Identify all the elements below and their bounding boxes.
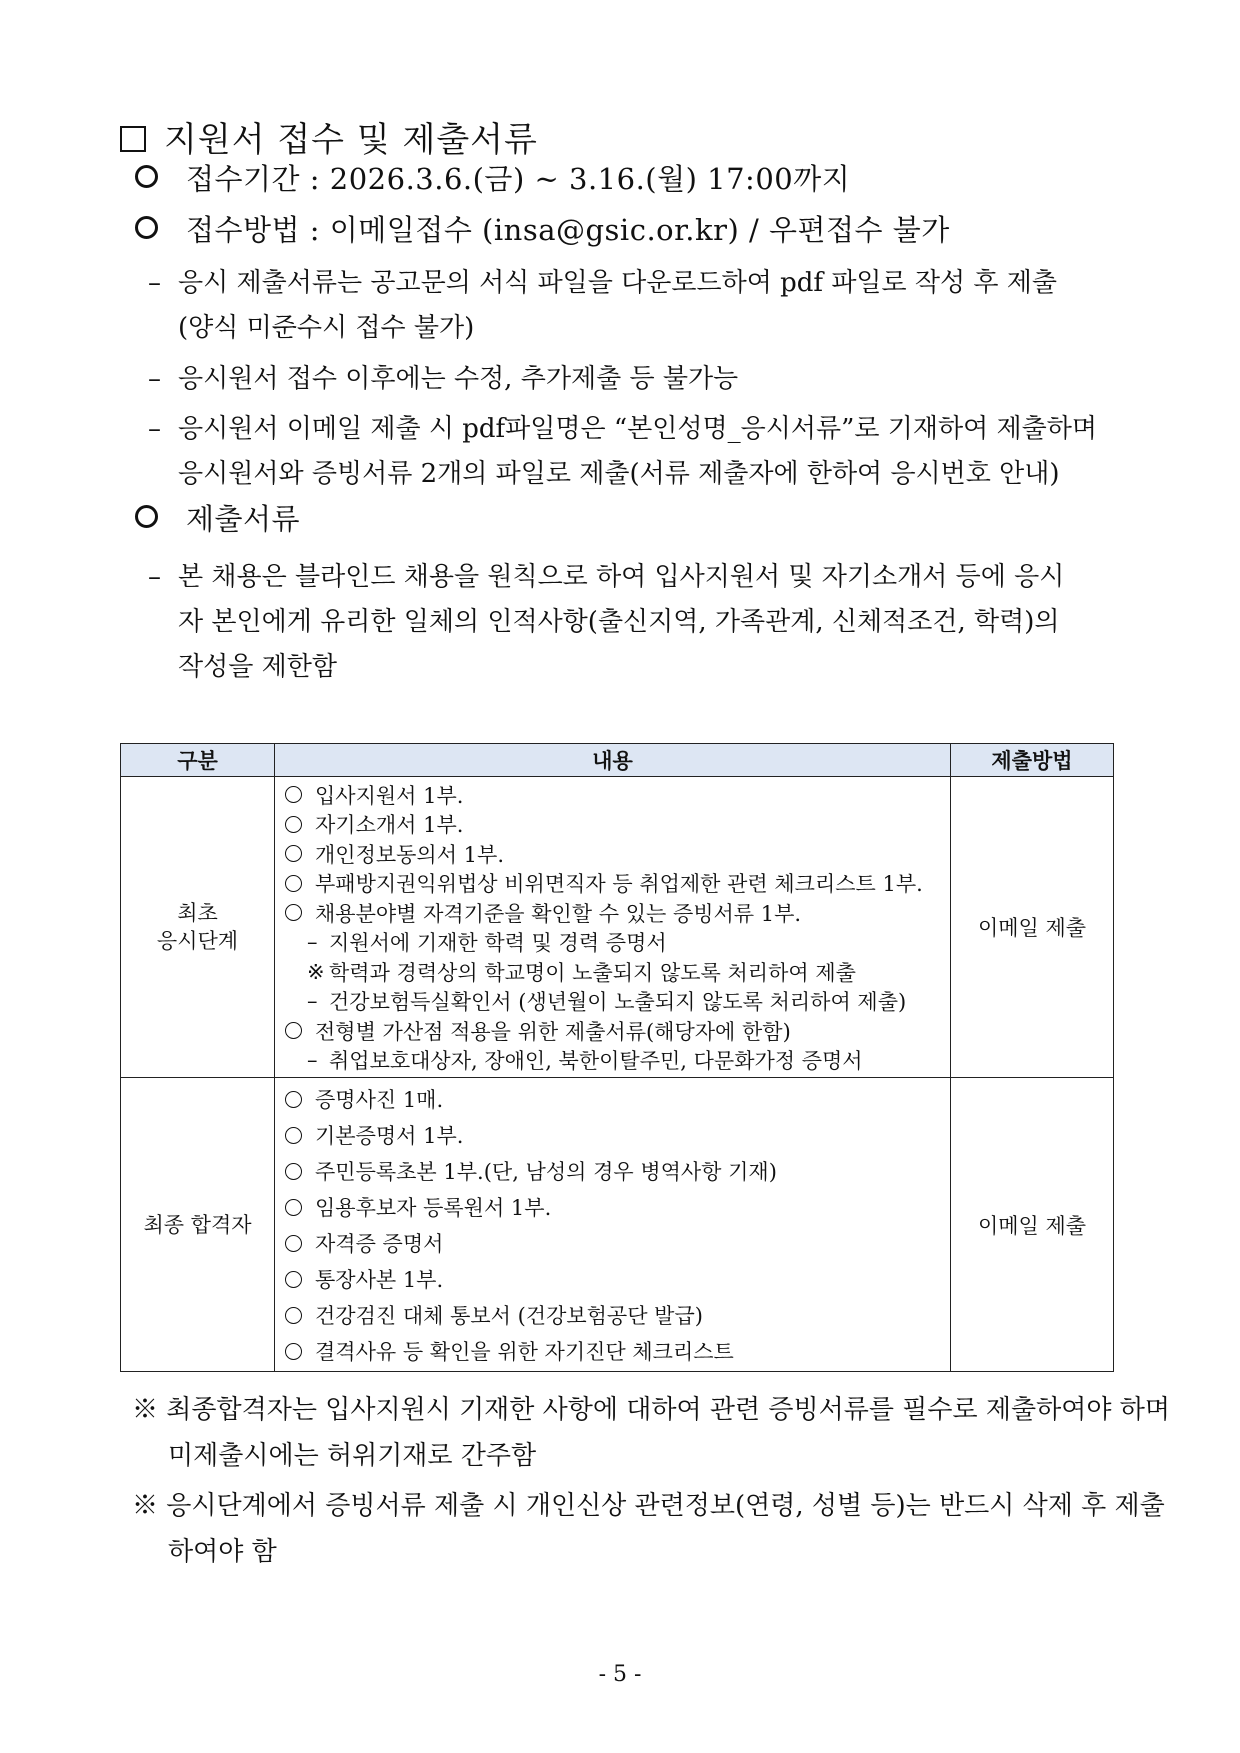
period-line: 접수기간 : 2026.3.6.(금) ~ 3.16.(월) 17:00까지 (135, 157, 850, 198)
circle-icon (285, 904, 302, 921)
method-line: 접수방법 : 이메일접수 (insa@gsic.or.kr) / 우편접수 불가 (135, 208, 950, 249)
list-item: 임용후보자 등록원서 1부. (285, 1189, 942, 1225)
method-note: – 응시 제출서류는 공고문의 서식 파일을 다운로드하여 pdf 파일로 작성 후 제출 (148, 268, 1058, 298)
circle-icon (285, 1091, 302, 1108)
docs-note-cont: 작성을 제한함 (178, 652, 337, 682)
list-subitem: ※ 학력과 경력상의 학교명이 노출되지 않도록 처리하여 제출 (307, 959, 856, 985)
list-item: 결격사유 등 확인을 위한 자기진단 체크리스트 (285, 1333, 942, 1369)
circle-icon (285, 1127, 302, 1144)
circle-icon (285, 1271, 302, 1288)
table-row (121, 777, 1114, 1078)
footnote: ※ 최종합격자는 입사지원시 기재한 사항에 대하여 관련 증빙서류를 필수로 제출하여야 하며 (132, 1395, 1170, 1425)
page-number: - 5 - (598, 1662, 642, 1687)
table-header-row (121, 744, 1114, 777)
content-cell (275, 1078, 951, 1372)
content-cell (275, 777, 951, 1078)
circle-icon (285, 1307, 302, 1324)
col-header-category: 구분 (121, 744, 275, 777)
circle-icon (285, 1235, 302, 1252)
footnote-cont: 미제출시에는 허위기재로 간주함 (168, 1441, 537, 1471)
circle-icon (135, 216, 158, 239)
list-item: 입사지원서 1부. (285, 780, 942, 810)
stage-cell: 최초 응시단계 (121, 777, 275, 1078)
col-header-content: 내용 (275, 744, 951, 777)
list-item: 자격증 증명서 (285, 1225, 942, 1261)
circle-icon (285, 845, 302, 862)
list-item: 증명사진 1매. (285, 1081, 942, 1117)
circle-icon (285, 786, 302, 803)
reference-mark-icon: ※ (307, 959, 325, 984)
method-note: – 응시원서 접수 이후에는 수정, 추가제출 등 불가능 (148, 364, 739, 394)
circle-icon (135, 505, 158, 528)
table-row (121, 1078, 1114, 1372)
list-item: 부패방지권익위법상 비위면직자 등 취업제한 관련 체크리스트 1부. (285, 869, 942, 899)
circle-icon (285, 816, 302, 833)
col-header-method: 제출방법 (951, 744, 1114, 777)
footnote: ※ 응시단계에서 증빙서류 제출 시 개인신상 관련정보(연령, 성별 등)는 반드시 삭제 후 제출 (132, 1491, 1165, 1521)
reference-mark-icon: ※ (132, 1395, 167, 1425)
docs-heading: 제출서류 (135, 497, 300, 538)
list-item: 기본증명서 1부. (285, 1117, 942, 1153)
footnote-cont: 하여야 함 (168, 1537, 277, 1567)
method-note-cont: (양식 미준수시 접수 불가) (178, 313, 475, 343)
list-subitem: – 취업보호대상자, 장애인, 북한이탈주민, 다문화가정 증명서 (307, 1048, 863, 1074)
list-item: 통장사본 1부. (285, 1261, 942, 1297)
list-item: 채용분야별 자격기준을 확인할 수 있는 증빙서류 1부. (285, 898, 942, 928)
reference-mark-icon: ※ (132, 1491, 167, 1521)
circle-icon (135, 165, 158, 188)
list-subitem: – 건강보험득실확인서 (생년월이 노출되지 않도록 처리하여 제출) (307, 989, 907, 1015)
list-item: 전형별 가산점 적용을 위한 제출서류(해당자에 한함) (285, 1016, 942, 1046)
circle-icon (285, 1163, 302, 1180)
method-cell: 이메일 제출 (951, 777, 1114, 1078)
list-item: 자기소개서 1부. (285, 810, 942, 840)
method-note: – 응시원서 이메일 제출 시 pdf파일명은 “본인성명_응시서류”로 기재하여 제출하며 (148, 414, 1097, 444)
square-icon (120, 126, 146, 152)
list-subitem: – 지원서에 기재한 학력 및 경력 증명서 (307, 930, 667, 956)
method-note-cont: 응시원서와 증빙서류 2개의 파일로 제출(서류 제출자에 한하여 응시번호 안내) (178, 459, 1060, 489)
list-item: 개인정보동의서 1부. (285, 839, 942, 869)
circle-icon (285, 1022, 302, 1039)
stage-cell: 최종 합격자 (121, 1078, 275, 1372)
circle-icon (285, 875, 302, 892)
method-cell: 이메일 제출 (951, 1078, 1114, 1372)
documents-table (120, 743, 1114, 1372)
section-heading: 지원서 접수 및 제출서류 (120, 112, 538, 161)
list-item: 주민등록초본 1부.(단, 남성의 경우 병역사항 기재) (285, 1153, 942, 1189)
docs-note: – 본 채용은 블라인드 채용을 원칙으로 하여 입사지원서 및 자기소개서 등에 응시 (148, 562, 1065, 592)
list-item: 건강검진 대체 통보서 (건강보험공단 발급) (285, 1297, 942, 1333)
circle-icon (285, 1199, 302, 1216)
docs-note-cont: 자 본인에게 유리한 일체의 인적사항(출신지역, 가족관계, 신체적조건, 학력)의 (178, 607, 1060, 637)
circle-icon (285, 1343, 302, 1360)
